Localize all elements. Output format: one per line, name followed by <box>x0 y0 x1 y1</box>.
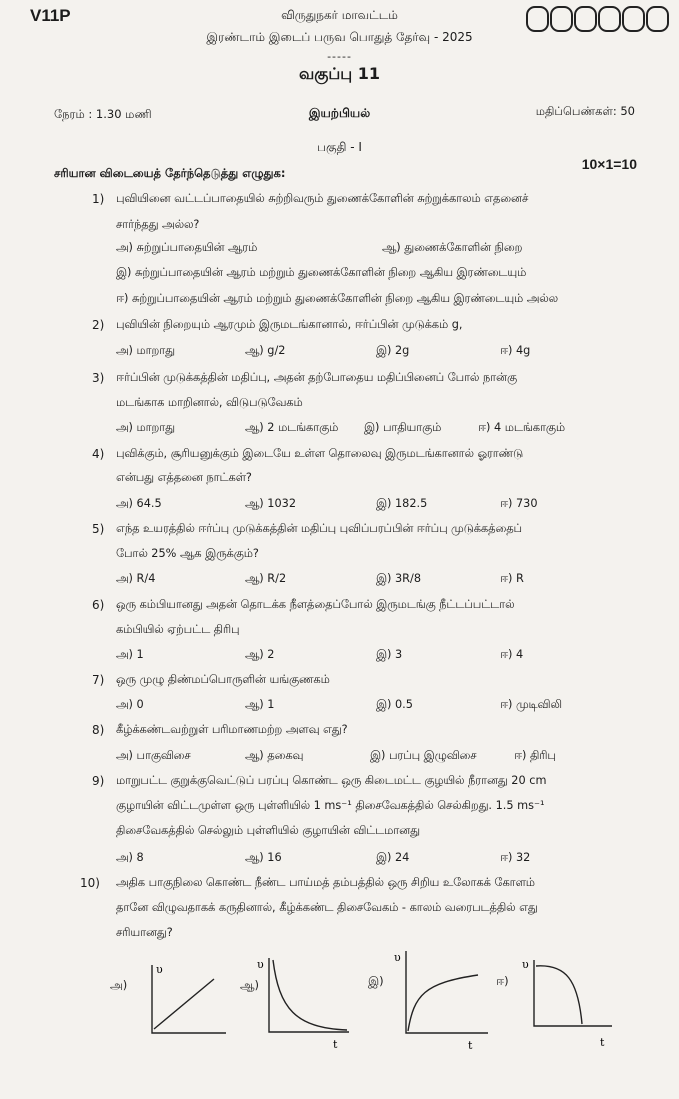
option-b: ஆ) துணைக்கோளின் நிறை <box>382 241 523 254</box>
exam-title: இரண்டாம் இடைப் பருவ பொதுத் தேர்வு - 2025 <box>206 30 473 44</box>
option-b: ஆ) தகைவு <box>245 749 304 762</box>
graph-decay <box>255 950 355 1055</box>
question-number: 6) <box>92 598 105 612</box>
axes <box>406 951 488 1033</box>
option-d: ஈ) முடிவிலி <box>500 698 562 711</box>
question-text: புவியினை வட்டப்பாதையில் சுற்றிவரும் துணைக்கோளின் சுற்றுக்காலம் எதனைச் <box>116 192 529 205</box>
option-c: இ) 3R/8 <box>376 572 422 585</box>
option-d: ஈ) <box>496 974 509 988</box>
section-score: 10×1=10 <box>581 156 637 172</box>
option-c: இ) <box>368 974 384 988</box>
y-axis-label: υ <box>394 951 401 964</box>
option-b: ஆ) 1032 <box>245 497 297 510</box>
option-a: அ) சுற்றுப்பாதையின் ஆரம் <box>116 241 258 254</box>
option-a: அ) பாகுவிசை <box>116 749 191 762</box>
part-title: பகுதி - I <box>317 140 362 154</box>
curve <box>536 966 582 1024</box>
option-c: இ) 0.5 <box>376 698 413 711</box>
option-a: அ) <box>110 978 128 992</box>
question-text: புவியின் நிறையும் ஆரமும் இருமடங்கானால், ஈர்ப்பின் முடுக்கம் g, <box>116 318 463 331</box>
graph-falling <box>520 952 620 1057</box>
curve <box>154 979 214 1029</box>
question-number: 1) <box>92 192 105 206</box>
option-c: இ) பாதியாகும் <box>364 421 442 434</box>
question-number: 5) <box>92 522 105 536</box>
graph-linear <box>140 955 230 1055</box>
option-c: இ) 2g <box>376 344 410 357</box>
question-number: 3) <box>92 371 105 385</box>
district-title: விருதுநகர் மாவட்டம் <box>281 8 398 22</box>
option-c: இ) பரப்பு இழுவிசை <box>370 749 477 762</box>
option-d: ஈ) 730 <box>500 497 538 510</box>
question-text: போல் 25% ஆக இருக்கும்? <box>116 547 259 560</box>
option-d: ஈ) 4 <box>500 648 524 661</box>
option-a: அ) மாறாது <box>116 344 175 357</box>
option-c: இ) 182.5 <box>376 497 428 510</box>
register-box <box>598 6 621 32</box>
register-box <box>574 6 597 32</box>
option-b: ஆ) <box>240 978 260 992</box>
option-a: அ) 64.5 <box>116 497 162 510</box>
option-d: ஈ) R <box>500 572 524 585</box>
instruction: சரியான விடையைத் தேர்ந்தெடுத்து எழுதுக: <box>54 166 286 180</box>
question-text: கம்பியில் ஏற்பட்ட திரிபு <box>116 623 240 636</box>
register-box <box>646 6 669 32</box>
option-a: அ) R/4 <box>116 572 156 585</box>
question-text: ஒரு கம்பியானது அதன் தொடக்க நீளத்தைப்போல் இருமடங்கு நீட்டப்பட்டால் <box>116 598 515 611</box>
separator: ----- <box>327 50 352 63</box>
question-text: புவிக்கும், சூரியனுக்கும் இடையே உள்ள தொலைவு இருமடங்கானால் ஓராண்டு <box>116 447 524 460</box>
total-marks: மதிப்பெண்கள்: 50 <box>535 104 635 118</box>
register-box <box>622 6 645 32</box>
question-text: அதிக பாகுநிலை கொண்ட நீண்ட பாய்மத் தம்பத்தில் ஒரு சிறிய உலோகக் கோளம் <box>116 876 535 889</box>
question-text: என்பது எத்தனை நாட்கள்? <box>116 471 252 484</box>
option-b: ஆ) 1 <box>245 698 275 711</box>
curve <box>408 975 478 1031</box>
question-number: 4) <box>92 447 105 461</box>
option-d: ஈ) 32 <box>500 851 531 864</box>
x-axis-label: t <box>468 1039 473 1052</box>
question-number: 2) <box>92 318 105 332</box>
question-text: கீழ்க்கண்டவற்றுள் பரிமாணமற்ற அளவு எது? <box>116 723 348 736</box>
question-text: ஈர்ப்பின் முடுக்கத்தின் மதிப்பு, அதன் தற்போதைய மதிப்பினைப் போல் நான்கு <box>116 371 517 384</box>
question-text: எந்த உயரத்தில் ஈர்ப்பு முடுக்கத்தின் மதிப்பு புவிப்பரப்பின் ஈர்ப்பு முடுக்கத்தைப் <box>116 522 522 535</box>
register-number-boxes <box>526 6 669 32</box>
question-text: திசைவேகத்தில் செல்லும் புள்ளியில் குழாயின் விட்டமானது <box>116 824 420 837</box>
curve <box>273 960 347 1030</box>
option-b: ஆ) R/2 <box>245 572 287 585</box>
register-box <box>550 6 573 32</box>
question-number: 10) <box>80 876 100 890</box>
option-c: இ) 3 <box>376 648 403 661</box>
y-axis-label: υ <box>522 958 529 971</box>
y-axis-label: υ <box>156 963 163 976</box>
option-a: அ) 0 <box>116 698 144 711</box>
y-axis-label: υ <box>257 958 264 971</box>
question-number: 9) <box>92 774 105 788</box>
option-d: ஈ) 4 மடங்காகும் <box>478 421 565 434</box>
option-d: ஈ) சுற்றுப்பாதையின் ஆரம் மற்றும் துணைக்கோளின் நிறை ஆகிய இரண்டையும் அல்ல <box>116 292 559 305</box>
axes <box>534 960 612 1026</box>
question-text: சரியானது? <box>116 926 173 939</box>
graph-saturation <box>392 945 492 1055</box>
option-b: ஆ) 16 <box>245 851 282 864</box>
question-text: மடங்காக மாறினால், விடுபடுவேகம் <box>116 396 303 409</box>
class-title: வகுப்பு 11 <box>298 64 381 83</box>
question-text: குழாயின் விட்டமுள்ள ஒரு புள்ளியில் 1 ms⁻¹ திசைவேகத்தில் செல்கிறது. 1.5 ms⁻¹ <box>116 799 545 812</box>
x-axis-label: t <box>600 1036 605 1049</box>
question-number: 7) <box>92 673 105 687</box>
option-b: ஆ) 2 <box>245 648 275 661</box>
option-b: ஆ) g/2 <box>245 344 286 357</box>
duration: நேரம் : 1.30 மணி <box>54 107 152 121</box>
question-number: 8) <box>92 723 105 737</box>
option-a: அ) 1 <box>116 648 144 661</box>
subject-title: இயற்பியல் <box>308 106 371 120</box>
question-text: சார்ந்தது அல்ல? <box>116 218 200 231</box>
question-text: மாறுபட்ட குறுக்குவெட்டுப் பரப்பு கொண்ட ஒரு கிடைமட்ட குழயில் நீரானது 20 cm <box>116 774 547 787</box>
question-text: ஒரு முழு திண்மப்பொருளின் யங்குணகம் <box>116 673 330 686</box>
option-a: அ) மாறாது <box>116 421 175 434</box>
option-d: ஈ) திரிபு <box>514 749 556 762</box>
option-b: ஆ) 2 மடங்காகும் <box>245 421 339 434</box>
option-a: அ) 8 <box>116 851 144 864</box>
option-c: இ) 24 <box>376 851 410 864</box>
register-box <box>526 6 549 32</box>
paper-code: V11P <box>30 6 71 25</box>
option-d: ஈ) 4g <box>500 344 531 357</box>
option-c: இ) சுற்றுப்பாதையின் ஆரம் மற்றும் துணைக்கோளின் நிறை ஆகிய இரண்டையும் <box>116 266 527 279</box>
x-axis-label: t <box>333 1038 338 1051</box>
question-text: தானே விழுவதாகக் கருதினால், கீழ்க்கண்ட திசைவேகம் - காலம் வரைபடத்தில் எது <box>116 901 538 914</box>
